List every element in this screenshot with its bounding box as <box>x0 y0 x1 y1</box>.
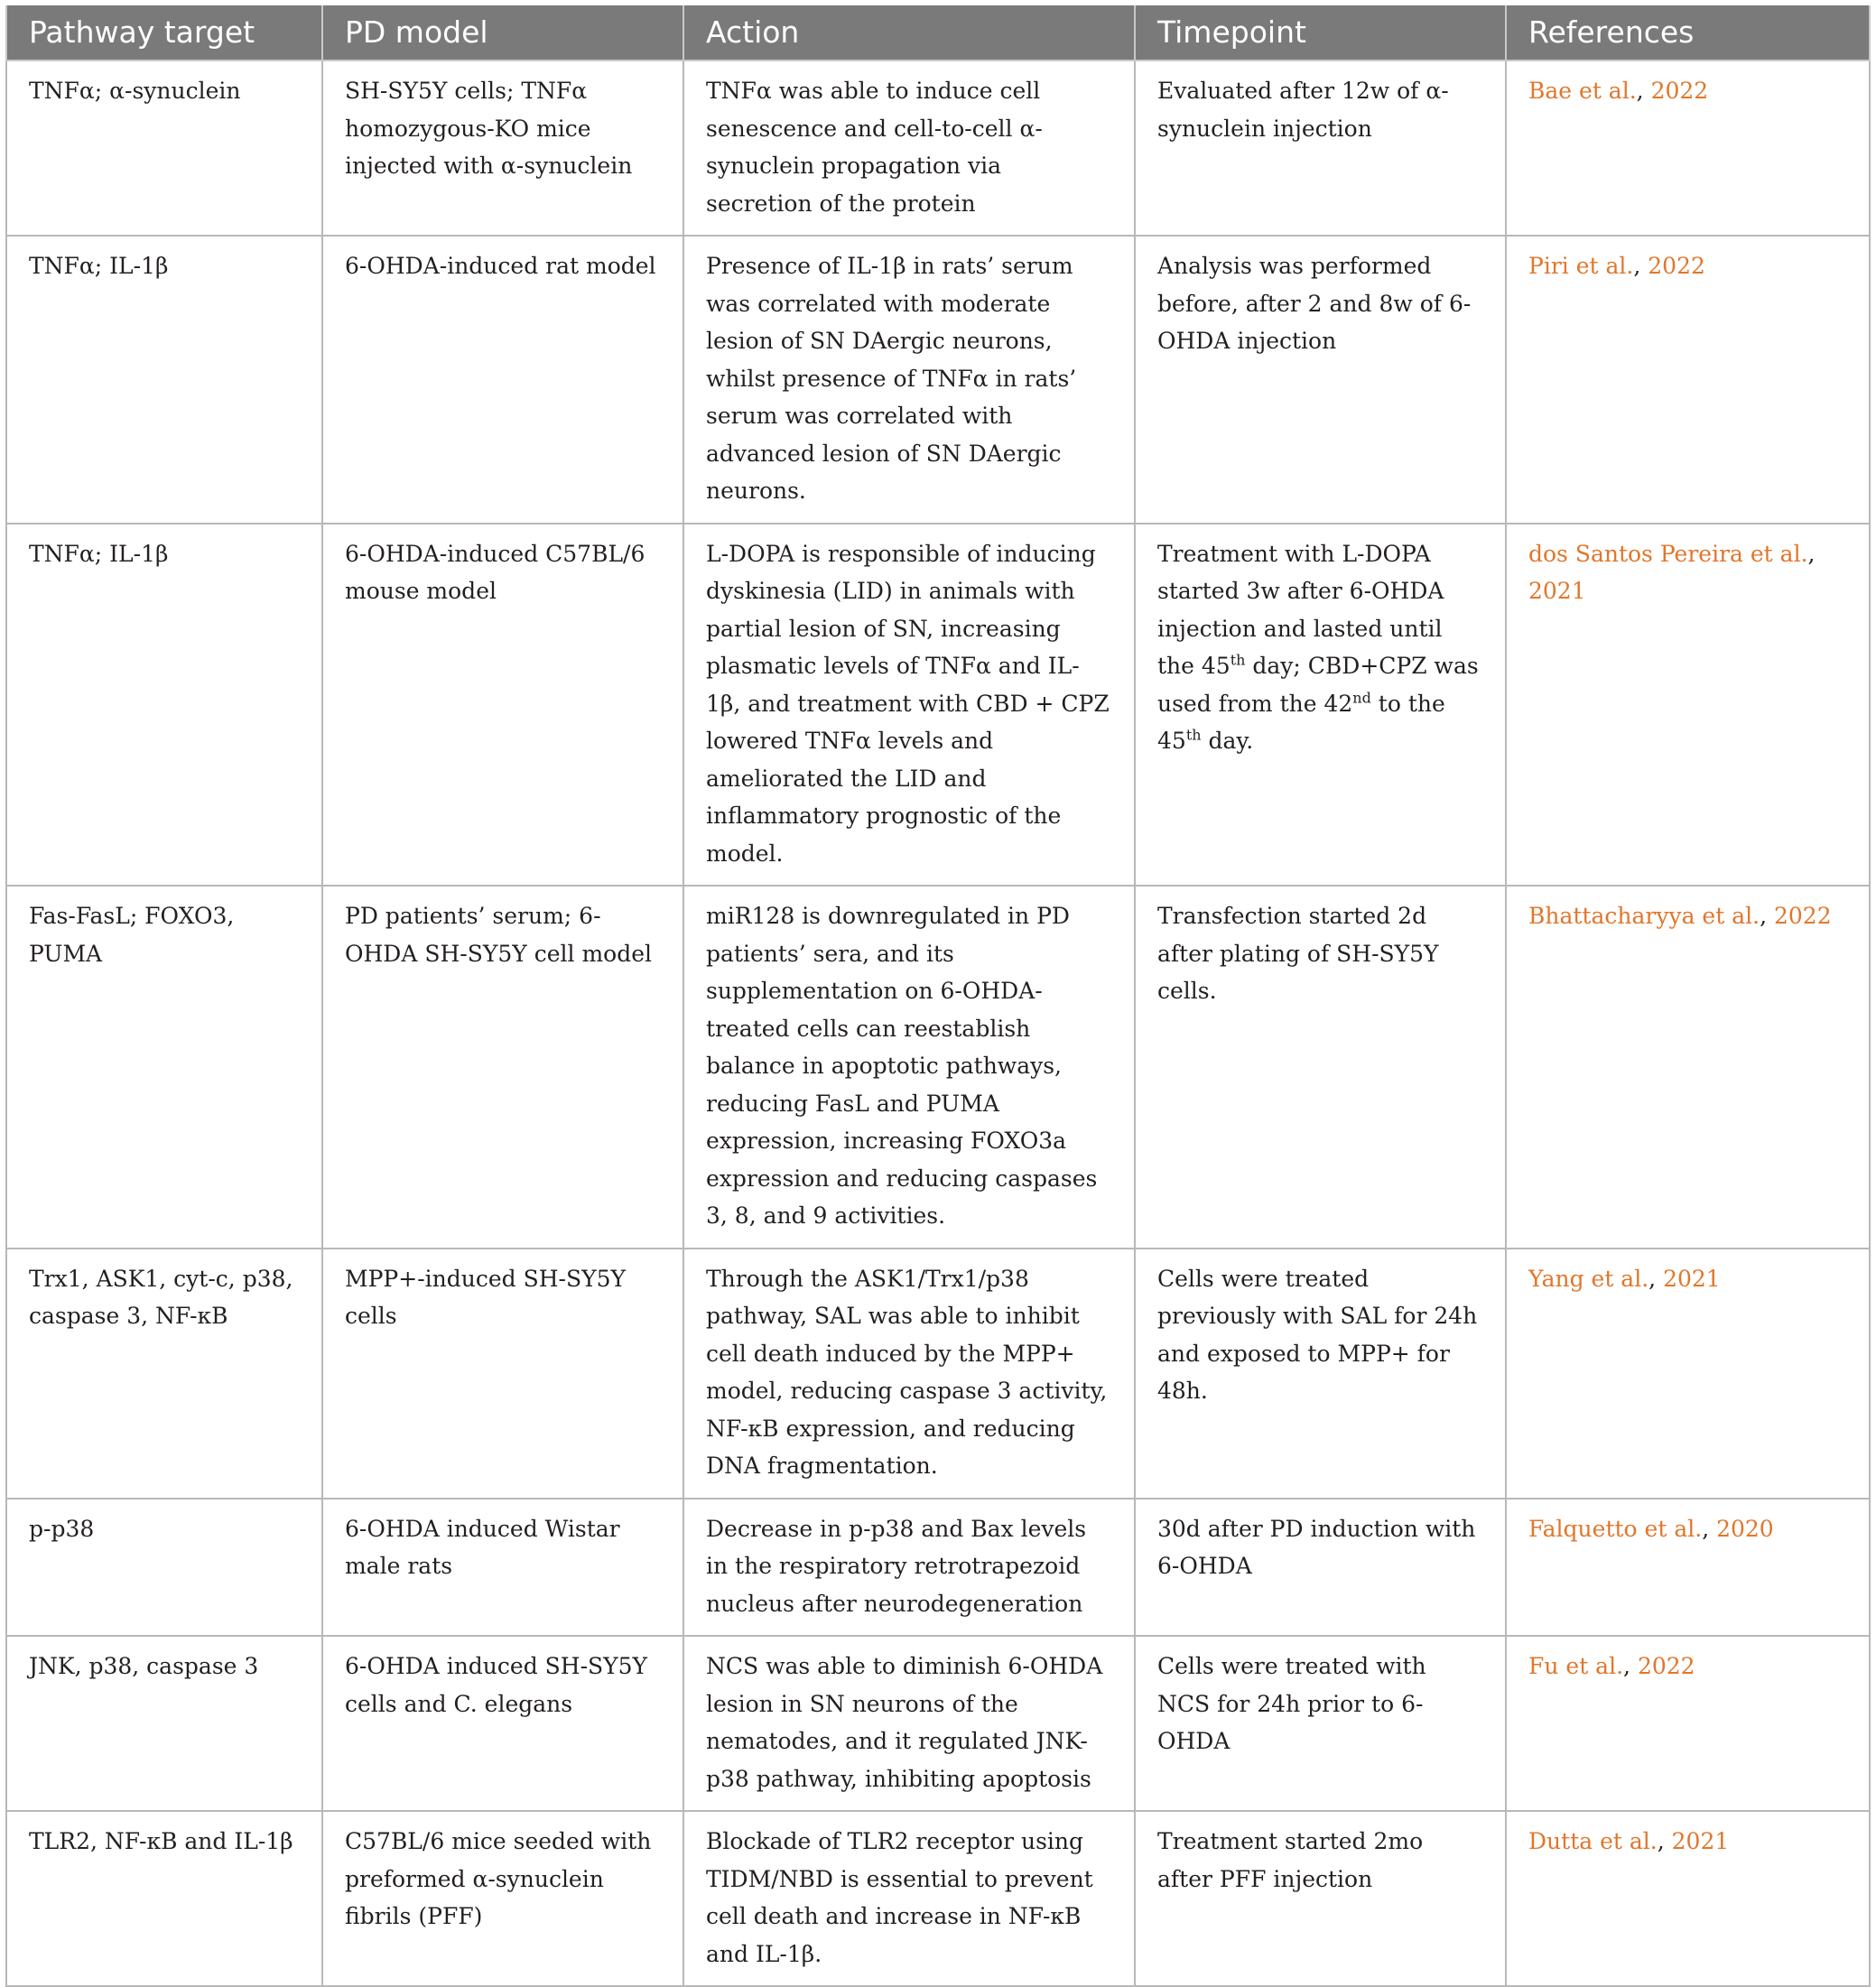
cell-pathway-target: TNFα; IL-1β <box>6 236 322 524</box>
table-row <box>6 524 1870 887</box>
timepoint-text: Treatment with L-DOPA started 3w after 6-OHDA injection and lasted until the 45 <box>1157 540 1444 679</box>
ordinal-suffix: th <box>1230 651 1246 669</box>
timepoint-text: day. <box>1201 728 1254 754</box>
reference-link[interactable]: Bae et al. <box>1528 78 1637 104</box>
header-action: Action <box>683 5 1135 60</box>
table-row <box>6 1811 1870 1986</box>
cell-pathway-target: TNFα; α-synuclein <box>6 60 322 236</box>
table-row <box>6 1249 1870 1499</box>
table-row <box>6 1636 1870 1811</box>
cell-timepoint: Transfection started 2d after plating of SH-SY5Y cells. <box>1135 886 1506 1249</box>
pathway-table <box>5 5 1871 1987</box>
header-pathway-target: Pathway target <box>6 5 322 60</box>
cell-reference: Falquetto et al., 2020 <box>1506 1499 1870 1637</box>
cell-pathway-target: JNK, p38, caspase 3 <box>6 1636 322 1811</box>
cell-pathway-target: Fas-FasL; FOXO3, PUMA <box>6 886 322 1249</box>
cell-timepoint <box>1135 524 1506 887</box>
table-row <box>6 886 1870 1249</box>
cell-pd-model: 6-OHDA induced SH-SY5Y cells and C. elegans <box>322 1636 683 1811</box>
cell-action: Blockade of TLR2 receptor using TIDM/NBD is essential to prevent cell death and increase in NF-κB and IL-1β. <box>683 1811 1135 1986</box>
cell-pd-model: C57BL/6 mice seeded with preformed α-synuclein fibrils (PFF) <box>322 1811 683 1986</box>
reference-link[interactable]: Dutta et al. <box>1528 1828 1658 1854</box>
cell-pathway-target: TNFα; IL-1β <box>6 524 322 887</box>
cell-timepoint: Cells were treated previously with SAL for 24h and exposed to MPP+ for 48h. <box>1135 1249 1506 1499</box>
header-pd-model: PD model <box>322 5 683 60</box>
cell-action: Presence of IL-1β in rats’ serum was correlated with moderate lesion of SN DAergic neurons, whilst presence of TNFα in rats’ serum was correlated with advanced lesion of SN DAergic neurons. <box>683 236 1135 524</box>
reference-year-link[interactable]: 2022 <box>1637 1653 1695 1679</box>
reference-link[interactable]: Falquetto et al. <box>1528 1515 1703 1542</box>
cell-pathway-target: p-p38 <box>6 1499 322 1637</box>
cell-reference: Bhattacharyya et al., 2022 <box>1506 886 1870 1249</box>
cell-pd-model: 6-OHDA induced Wistar male rats <box>322 1499 683 1637</box>
cell-action: Through the ASK1/Trx1/p38 pathway, SAL was able to inhibit cell death induced by the MPP+ model, reducing caspase 3 activity, NF-κB expression, and reducing DNA fragmentation. <box>683 1249 1135 1499</box>
cell-action: NCS was able to diminish 6-OHDA lesion in SN neurons of the nematodes, and it regulated JNK-p38 pathway, inhibiting apoptosis <box>683 1636 1135 1811</box>
cell-reference: Piri et al., 2022 <box>1506 236 1870 524</box>
cell-action: L-DOPA is responsible of inducing dyskinesia (LID) in animals with partial lesion of SN, increasing plasmatic levels of TNFα and IL-1β, and treatment with CBD + CPZ lowered TNFα levels and ameliorated the LID and inflammatory prognostic of the model. <box>683 524 1135 887</box>
ordinal-suffix: th <box>1185 726 1202 744</box>
reference-link[interactable]: dos Santos Pereira et al. <box>1528 540 1808 567</box>
reference-link[interactable]: Fu et al. <box>1528 1653 1624 1679</box>
cell-reference: dos Santos Pereira et al., 2021 <box>1506 524 1870 887</box>
table-row <box>6 236 1870 524</box>
table-row <box>6 60 1870 236</box>
cell-pd-model: 6-OHDA-induced rat model <box>322 236 683 524</box>
reference-year-link[interactable]: 2021 <box>1528 578 1586 604</box>
reference-link[interactable]: Yang et al. <box>1528 1265 1649 1292</box>
reference-year-link[interactable]: 2021 <box>1671 1828 1730 1854</box>
reference-link[interactable]: Piri et al. <box>1528 253 1634 279</box>
cell-pd-model: SH-SY5Y cells; TNFα homozygous-KO mice injected with α-synuclein <box>322 60 683 236</box>
header-timepoint: Timepoint <box>1135 5 1506 60</box>
reference-year-link[interactable]: 2021 <box>1663 1265 1721 1292</box>
cell-action: TNFα was able to induce cell senescence and cell-to-cell α-synuclein propagation via secretion of the protein <box>683 60 1135 236</box>
cell-timepoint: Treatment started 2mo after PFF injection <box>1135 1811 1506 1986</box>
cell-reference: Bae et al., 2022 <box>1506 60 1870 236</box>
header-row <box>6 5 1870 60</box>
cell-reference: Yang et al., 2021 <box>1506 1249 1870 1499</box>
cell-action: miR128 is downregulated in PD patients’ sera, and its supplementation on 6-OHDA-treated cells can reestablish balance in apoptotic pathways, reducing FasL and PUMA expression, increasing FOXO3a expression and reducing caspases 3, 8, and 9 activities. <box>683 886 1135 1249</box>
reference-year-link[interactable]: 2022 <box>1650 78 1709 104</box>
cell-timepoint: Evaluated after 12w of α-synuclein injection <box>1135 60 1506 236</box>
cell-timepoint: Analysis was performed before, after 2 and 8w of 6-OHDA injection <box>1135 236 1506 524</box>
reference-year-link[interactable]: 2022 <box>1648 253 1705 279</box>
cell-reference: Fu et al., 2022 <box>1506 1636 1870 1811</box>
reference-year-link[interactable]: 2020 <box>1716 1515 1774 1542</box>
cell-pd-model: PD patients’ serum; 6-OHDA SH-SY5Y cell model <box>322 886 683 1249</box>
cell-pathway-target: TLR2, NF-κB and IL-1β <box>6 1811 322 1986</box>
reference-year-link[interactable]: 2022 <box>1773 903 1832 929</box>
timepoint-text: to the 45 <box>1157 690 1445 754</box>
cell-pd-model: MPP+-induced SH-SY5Y cells <box>322 1249 683 1499</box>
cell-reference: Dutta et al., 2021 <box>1506 1811 1870 1986</box>
table-row <box>6 1499 1870 1637</box>
cell-timepoint: 30d after PD induction with 6-OHDA <box>1135 1499 1506 1637</box>
timepoint-text: day; CBD+CPZ was used from the 42 <box>1157 653 1479 717</box>
reference-link[interactable]: Bhattacharyya et al. <box>1528 903 1760 929</box>
header-references: References <box>1506 5 1870 60</box>
ordinal-suffix: nd <box>1352 689 1371 707</box>
cell-pd-model: 6-OHDA-induced C57BL/6 mouse model <box>322 524 683 887</box>
cell-timepoint: Cells were treated with NCS for 24h prior to 6-OHDA <box>1135 1636 1506 1811</box>
cell-action: Decrease in p-p38 and Bax levels in the respiratory retrotrapezoid nucleus after neurodegeneration <box>683 1499 1135 1637</box>
cell-pathway-target: Trx1, ASK1, cyt-c, p38, caspase 3, NF-κB <box>6 1249 322 1499</box>
